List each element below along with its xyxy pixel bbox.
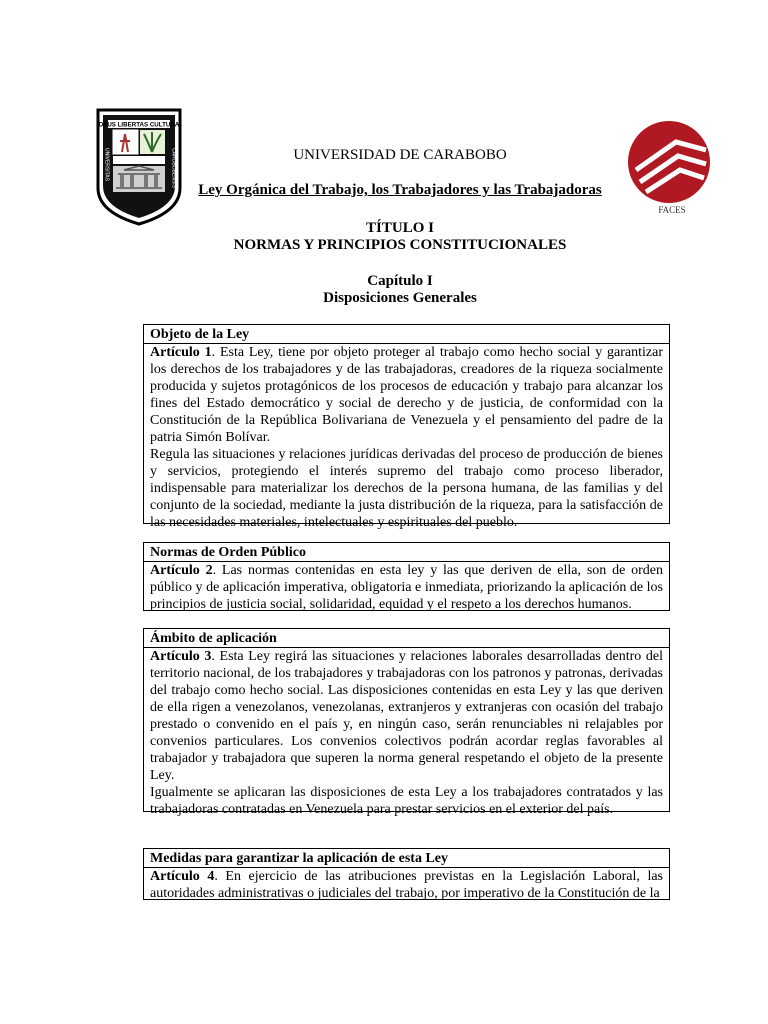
- university-shield-logo: [94, 108, 184, 226]
- article-paragraph: Artículo 4. En ejercicio de las atribuciones previstas en la Legislación Laboral, las autoridades administrativas o judiciales del trabajo, por imperativo de la Constitución de la: [150, 869, 664, 900]
- article-heading: Ámbito de aplicación: [144, 629, 669, 648]
- article-label: Artículo 2: [150, 563, 213, 578]
- article-body: [144, 868, 669, 900]
- article-label: Artículo 3: [150, 649, 212, 664]
- svg-text:UNIVERSITAS: UNIVERSITAS: [103, 148, 110, 181]
- university-name: UNIVERSIDAD DE CARABOBO: [293, 147, 507, 163]
- title-number: TÍTULO I: [366, 220, 434, 236]
- chapter-block: [180, 273, 620, 307]
- faces-logo: [622, 120, 716, 216]
- article-paragraph: Artículo 2. Las normas contenidas en esta ley y las que deriven de ella, son de orden público y de aplicación imperativa, obligatoria e inmediata, priorizando la aplicación de los principios de justicia social, solidaridad, equidad y el respeto a los derechos humanos.: [150, 563, 663, 612]
- article-heading: Medidas para garantizar la aplicación de esta Ley: [144, 849, 669, 868]
- article-paragraph: Artículo 3. Esta Ley regirá las situaciones y relaciones laborales desarrolladas dentro del territorio nacional, de los trabajadores y trabajadoras con los patronos y patronas, derivadas del trabajo como hecho social. Las disposiciones contenidas en esta Ley y las que deriven de ella rigen a venezolanos, venezolanas, extranjeros y extranjeras con ocasión del trabajo prestado o convenido en el país y, en ningún caso, serán renunciables ni relajables por convenios particulares. Los convenios colectivos podrán acordar reglas favorables al trabajador y trabajadora que superen la norma general respetando el objeto de la presente Ley.: [150, 649, 663, 783]
- article-box-4: [143, 848, 670, 900]
- article-body: [144, 648, 669, 818]
- title-name: NORMAS Y PRINCIPIOS CONSTITUCIONALES: [233, 237, 567, 253]
- article-box-3: [143, 628, 670, 817]
- article-heading: Normas de Orden Público: [144, 543, 669, 562]
- faces-caption: FACES: [658, 205, 686, 215]
- svg-text:CAROBOBENSIS: CAROBOBENSIS: [170, 148, 177, 189]
- article-body: [144, 344, 669, 531]
- article-heading: Objeto de la Ley: [144, 325, 669, 344]
- article-box-1: [143, 324, 670, 530]
- law-title: Ley Orgánica del Trabajo, los Trabajadores y las Trabajadoras: [198, 182, 602, 198]
- title-block: [180, 220, 620, 254]
- article-label: Artículo 1: [150, 345, 212, 360]
- article-box-2: [143, 542, 670, 611]
- chapter-name: Disposiciones Generales: [323, 290, 477, 306]
- article-paragraph: Regula las situaciones y relaciones jurídicas derivadas del proceso de producción de bienes y servicios, protegiendo el interés supremo del trabajo como proceso liberador, indispensable para materializar los derechos de la persona humana, de las familias y del conjunto de la sociedad, mediante la justa distribución de la riqueza, para la satisfacción de las necesidades materiales, intelectuales y espirituales del pueblo.: [150, 447, 663, 530]
- shield-motto: DEUS LIBERTAS CULTURA: [98, 121, 180, 129]
- chapter-number: Capítulo I: [367, 273, 433, 289]
- article-body: [144, 562, 669, 613]
- article-paragraph: Igualmente se aplicaran las disposiciones de esta Ley a los trabajadores contratados y las trabajadoras contratadas en Venezuela para prestar servicios en el exterior del país.: [150, 785, 663, 817]
- article-paragraph: Artículo 1. Esta Ley, tiene por objeto proteger al trabajo como hecho social y garantizar los derechos de los trabajadores y de las trabajadoras, creadores de la riqueza socialmente producida y sujetos protagónicos de los procesos de educación y trabajo para alcanzar los fines del Estado democrático y social de derecho y de justicia, de conformidad con la Constitución de la República Bolivariana de Venezuela y el pensamiento del padre de la patria Simón Bolívar.: [150, 345, 664, 445]
- article-label: Artículo 4: [150, 869, 215, 884]
